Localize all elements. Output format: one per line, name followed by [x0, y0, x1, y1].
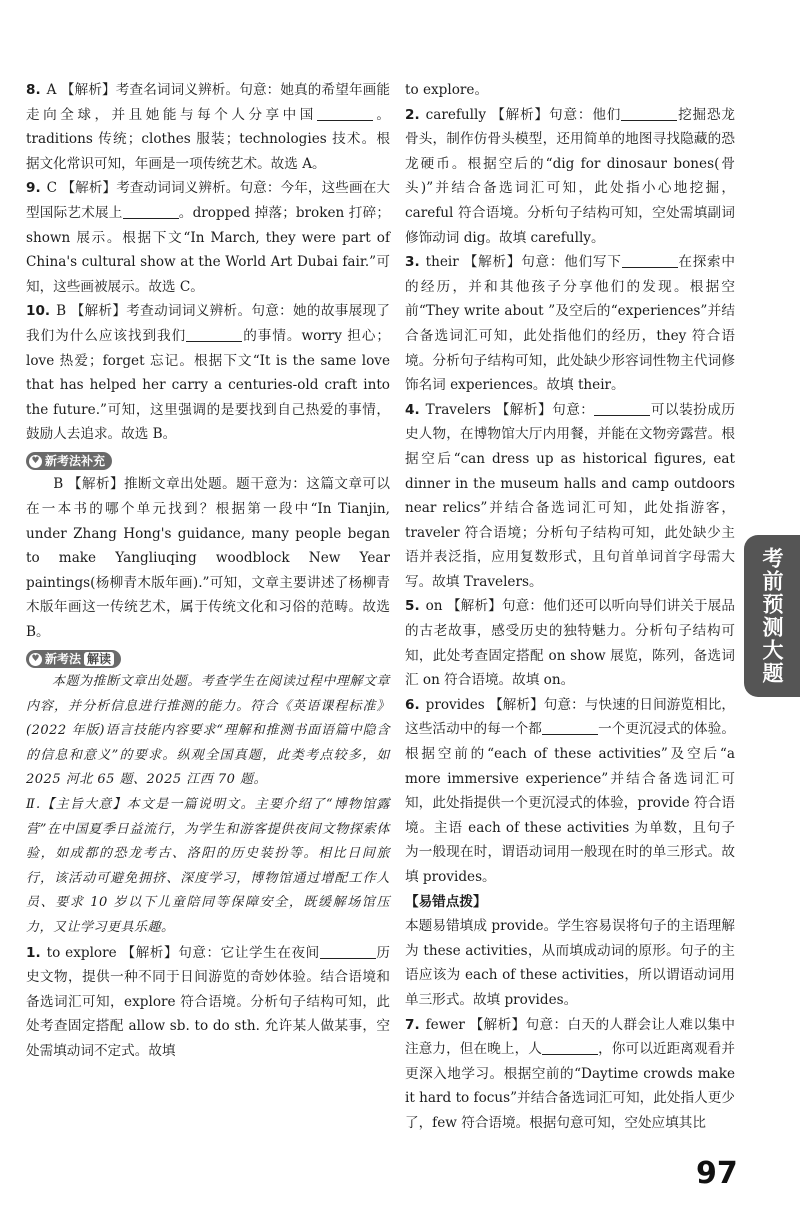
answer-4: 4. Travelers 【解析】句意： 可以装扮成历史人物，在博物馆大厅内用餐，并能在文物旁露营。根据空后“can dress up as historical figures, eat dinner in the museum halls and camp outdoors near relics”并结合备选词汇可知，此处指游客，traveler 符合语境；分析句子结构可知，此处缺少主语并表泛指，应用复数形式，且句首单词首字母需大写。故填 Travelers。 — [405, 401, 735, 590]
answer-6: 6. provides 【解析】句意：与快速的日间游览相比，这些活动中的每一个都 一个更沉浸式的体验。根据空前的“each of these activities”及空后“a more immersive experience”并结合备选词汇可知，此处指提供一个更沉浸式的体验，provide 符合语境。主语 each of these activities 为单数，且句子为一般现在时，谓语动词用一般现在时的单三形式。故填 provides。 — [405, 696, 735, 885]
error-tip-title: 【易错点拨】 — [405, 893, 487, 910]
answer-2: 2. carefully 【解析】句意：他们 挖掘恐龙骨头，制作仿骨头模型，还用简单的地图寻找隐藏的恐龙硬币。根据空后的“dig for dinosaur bones(骨头)”并结合备选词汇可知，此处指小心地挖掘，careful 符合语境。分析句子结构可知，空处需填副词修饰动词 dig。故填 carefully。 — [405, 106, 735, 246]
answer-blank — [594, 401, 650, 416]
answer-1-continued: to explore。 — [405, 82, 489, 98]
answer-1: 1. to explore 【解析】句意：它让学生在夜间 历史文物，提供一种不同于日间游览的奇妙体验。结合语境和备选词汇可知，explore 符合语境。分析句子结构可知，此处考查固定搭配 allow sb. to do sth. 允许某人做某事，空处需填动词不定式。故填 — [26, 944, 391, 1059]
answer-blank — [622, 253, 678, 268]
answer-blank — [186, 327, 242, 342]
answer-5: 5. on 【解析】句意：他们还可以听向导们讲关于展品的古老故事，感受历史的独特魅力。分析句子结构可知，此处考查固定搭配 on show 展览，陈列，备选词汇 on 符合语境。故填 on。 — [405, 598, 735, 689]
heart-icon: ♥ — [29, 653, 42, 666]
answer-7: 7. fewer 【解析】句意：白天的人群会让人难以集中注意力，但在晚上，人 ，你可以近距离观看并更深入地学习。根据空前的“Daytime crowds make it hard to focus”并结合备选词汇可知，此处指人更少了，few 符合语境。根据句意可知，空处应填其比 — [405, 1016, 735, 1131]
answer-blank — [621, 106, 677, 121]
answer-10: 10. B 【解析】考查动词词义辨析。句意：她的故事展现了我们为什么应该找到我们 的事情。worry 担心；love 热爱；forget 忘记。根据下文“It is the same love that has helped her carry a centuries-old craft into the future.”可知，这里强调的是要找到自己热爱的事情，鼓励人去追求。故选 B。 — [26, 303, 390, 443]
right-column — [405, 78, 735, 1136]
section-2-main-idea: Ⅱ.【主旨大意】本文是一篇说明文。主要介绍了“博物馆露营”在中国夏季日益流行，为学生和游客提供夜间文物探索体验，如成都的恐龙考古、洛阳的历史装扮等。相比日间旅行，该活动可避免拥挤、深度学习，博物馆通过增配工作人员、要求 10 岁以下儿童陪同等保障安全，既缓解场馆压力，又让学习更具乐趣。 — [26, 797, 390, 935]
answer-8: 8. A 【解析】考查名词词义辨析。句意：她真的希望年画能走向全球，并且她能与每个人分享中国 。traditions 传统；clothes 服装；technologies 技术。根据文化常识可知，年画是一项传统艺术。故选 A。 — [26, 82, 391, 172]
new-method-supplement-badge: ♥ 新考法补充 — [26, 452, 112, 470]
answer-3: 3. their 【解析】句意：他们写下 在探索中的经历，并和其他孩子分享他们的发现。根据空前“They write about ”及空后的“experiences”并结合备选词汇可知，此处指他们的经历，they 符合语境。分析句子结构可知，此处缺少形容词性物主代词修饰名词 experiences。故填 their。 — [405, 254, 735, 394]
answer-blank — [320, 944, 376, 959]
answer-blank — [542, 1040, 598, 1055]
left-column — [26, 78, 390, 1064]
error-tip-text: 本题易错填成 provide。学生容易误将句子的主语理解为 these activities，从而填成动词的原形。句子的主语应该为 each of these activities，所以谓语动词用单三形式。故填 provides。 — [405, 918, 735, 1008]
interpretation-text: 本题为推断文章出处题。考查学生在阅读过程中理解文章内容，并分析信息进行推测的能力。符合《英语课程标准》(2022 年版)语言技能内容要求“理解和推测书面语篇中隐含的信息和意义”的要求。纵观全国真题，此类考点较多，如 2025 河北 65 题、2025 江西 70 题。 — [26, 674, 390, 788]
new-method-interpretation-badge: ♥ 新考法 解读 — [26, 650, 121, 668]
answer-blank — [317, 106, 373, 121]
answer-9: 9. C 【解析】考查动词词义辨析。句意：今年，这些画在大型国际艺术展上 。dropped 掉落；broken 打碎；shown 展示。根据下文“In March, they were part of China's cultural show at the World Art Dubai fair.”可知，这些画被展示。故选 C。 — [26, 180, 390, 295]
heart-icon: ♥ — [29, 455, 42, 468]
page-number: 97 — [696, 1156, 738, 1191]
supplement-answer: B 【解析】推断文章出处题。题干意为：这篇文章可以在一本书的哪个单元找到？根据第一段中“In Tianjin, under Zhang Hong's guidance, many people began to make Yangliuqing woodblock New Year paintings(杨柳青木版年画).”可知，文章主要讲述了杨柳青木版年画这一传统艺术，属于传统文化和习俗的范畴。故选 B。 — [26, 476, 390, 640]
answer-blank — [542, 720, 598, 735]
section-side-tab: 考前预测大题 — [744, 535, 800, 697]
answer-blank — [123, 204, 179, 219]
